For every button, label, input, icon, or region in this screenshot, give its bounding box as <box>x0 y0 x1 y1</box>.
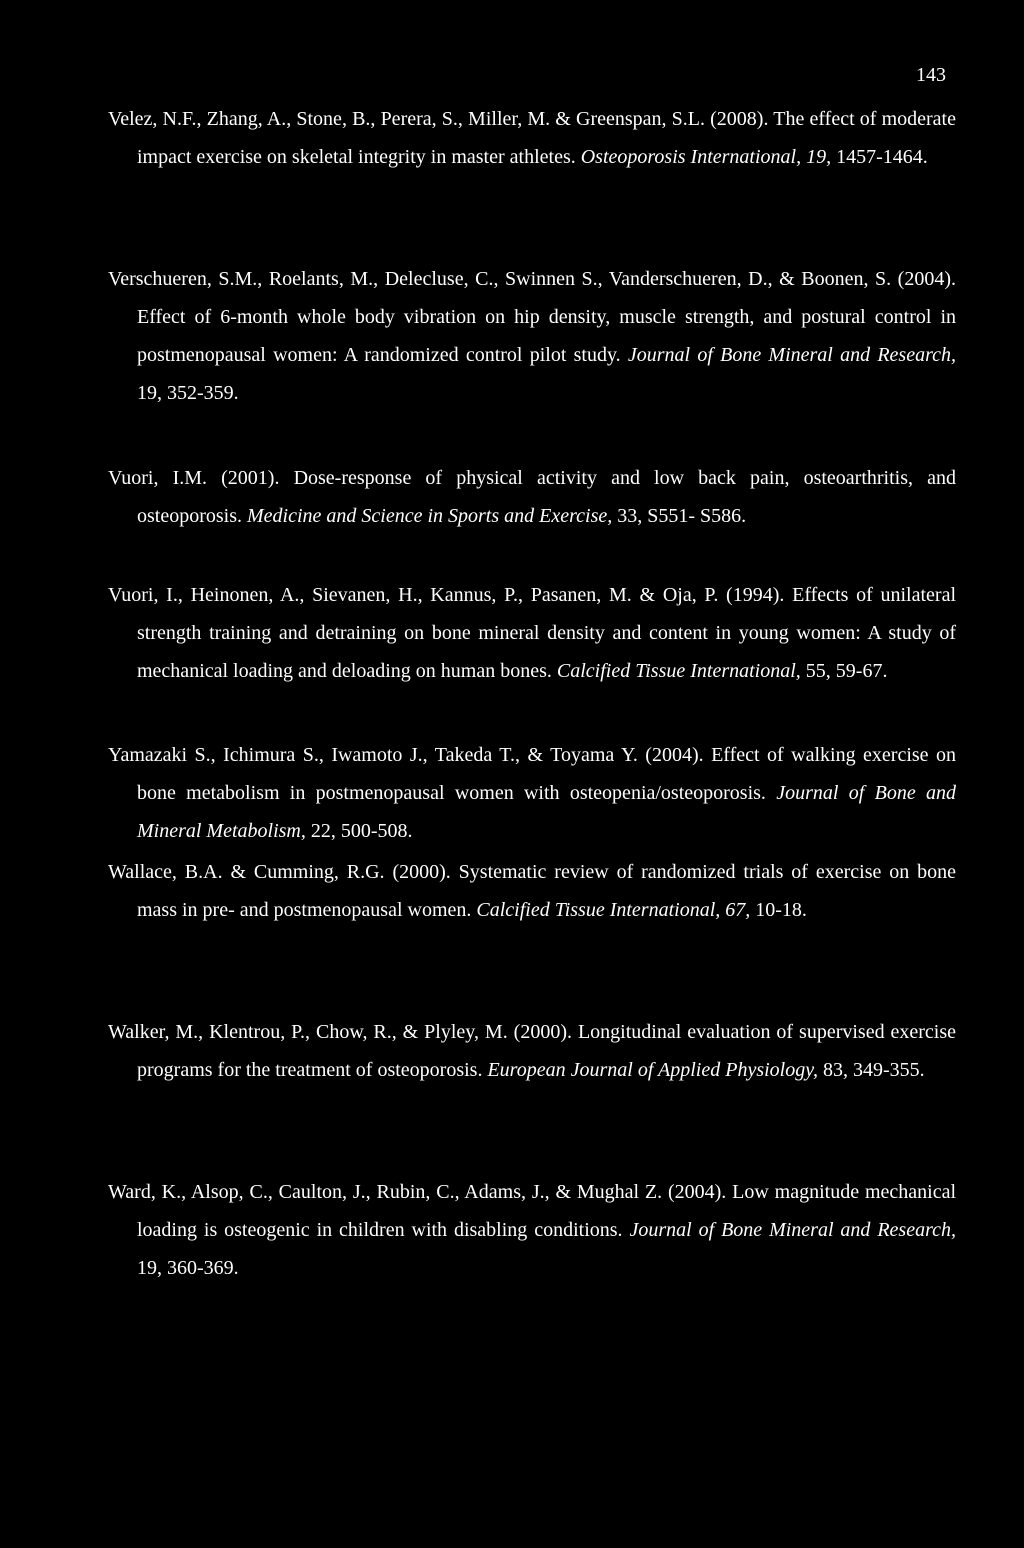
reference-title: Longitudinal evaluation of supervised exercise programs for the treatment of osteoporosis. <box>137 1021 957 1081</box>
reference-authors: Walker, M., Klentrou, P., Chow, R., & Plyley, M. (2000). <box>108 1021 572 1043</box>
reference-title: Low magnitude mechanical loading is osteogenic in children with disabling conditions. <box>137 1181 957 1241</box>
reference-entry <box>108 260 956 412</box>
reference-journal: Journal of Bone Mineral and Research, <box>629 1219 956 1241</box>
reference-authors: Wallace, B.A. & Cumming, R.G. (2000). <box>108 861 451 883</box>
page-number: 143 <box>916 64 946 86</box>
reference-pages: 19, 360-369. <box>137 1257 239 1279</box>
reference-pages: 19, 352-359. <box>137 382 239 404</box>
reference-authors: Vuori, I.M. (2001). <box>108 467 280 489</box>
reference-authors: Yamazaki S., Ichimura S., Iwamoto J., Takeda T., & Toyama Y. (2004). <box>108 744 704 766</box>
reference-pages: 1457-1464. <box>836 146 928 168</box>
reference-pages: 33, S551- S586. <box>617 505 747 527</box>
reference-journal: Calcified Tissue International, <box>556 660 801 682</box>
reference-journal: European Journal of Applied Physiology, <box>487 1059 818 1081</box>
reference-authors: Verschueren, S.M., Roelants, M., Delecluse, C., Swinnen S., Vanderschueren, D., & Boonen, S. (2004). <box>108 268 956 290</box>
reference-journal: Osteoporosis International, 19, <box>580 146 832 168</box>
reference-entry <box>108 736 956 850</box>
reference-authors: Vuori, I., Heinonen, A., Sievanen, H., Kannus, P., Pasanen, M. & Oja, P. (1994). <box>108 584 785 606</box>
reference-entry <box>108 100 956 176</box>
reference-pages: 22, 500-508. <box>310 820 413 842</box>
reference-title: Systematic review of randomized trials of exercise on bone mass in pre- and postmenopausal women. <box>137 861 956 921</box>
reference-journal: Medicine and Science in Sports and Exercise, <box>247 505 613 527</box>
reference-title: Effects of unilateral strength training and detraining on bone mineral density and content in young women: A study of mechanical loading and deloading on human bones. <box>137 584 957 682</box>
reference-pages: 55, 59-67. <box>805 660 888 682</box>
reference-journal: Calcified Tissue International, 67, <box>476 899 751 921</box>
reference-title: Dose-response of physical activity and low back pain, osteoarthritis, and osteoporosis. <box>137 467 956 527</box>
reference-authors: Velez, N.F., Zhang, A., Stone, B., Perera, S., Miller, M. & Greenspan, S.L. (2008). <box>108 108 769 130</box>
reference-journal: Journal of Bone Mineral and Research, <box>627 344 956 366</box>
reference-entry <box>108 576 956 690</box>
reference-pages: 83, 349-355. <box>823 1059 925 1081</box>
reference-entry <box>108 1013 956 1089</box>
reference-entry <box>108 459 956 535</box>
reference-pages: 10-18. <box>755 899 807 921</box>
reference-title: Effect of 6-month whole body vibration on hip density, muscle strength, and postural control in postmenopausal women: A randomized control pilot study. <box>137 306 956 366</box>
reference-entry <box>108 853 956 929</box>
reference-authors: Ward, K., Alsop, C., Caulton, J., Rubin, C., Adams, J., & Mughal Z. (2004). <box>108 1181 727 1203</box>
reference-title: Effect of walking exercise on bone metabolism in postmenopausal women with osteopenia/osteoporosis. <box>137 744 957 804</box>
reference-entry <box>108 1173 956 1287</box>
reference-journal: Journal of Bone and Mineral Metabolism, <box>137 782 957 842</box>
reference-title: The effect of moderate impact exercise on skeletal integrity in master athletes. <box>137 108 956 168</box>
